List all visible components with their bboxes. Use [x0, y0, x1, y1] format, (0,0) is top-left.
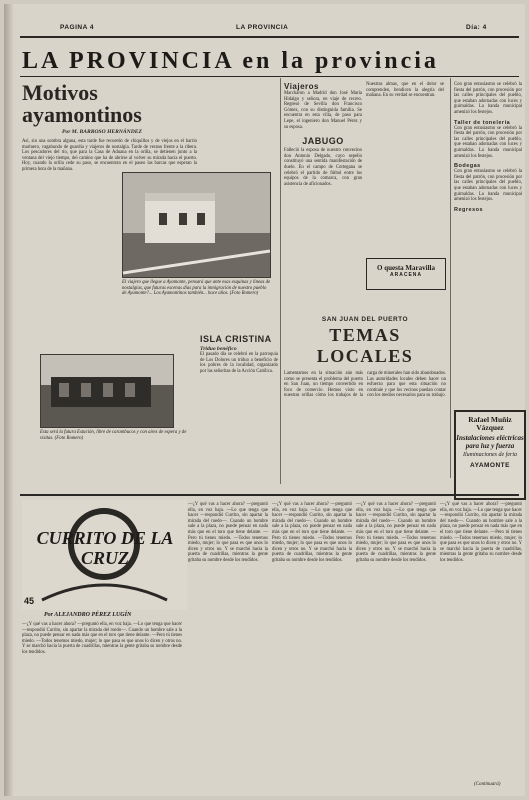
right-title-taller: Taller de tonelería [454, 119, 511, 126]
motivos-byline: Por M. BARROSO HERNÁNDEZ [62, 129, 142, 135]
serial-col-1 [22, 622, 182, 792]
jabugo-headline: JABUGO [302, 136, 344, 147]
page-fold-shadow [4, 4, 14, 796]
header-rule-top [20, 36, 519, 38]
viajeros-headline: Viajeros [284, 82, 319, 91]
photo1-caption: El viajero que llegue a Ayamonte, pensará que ante esas esquinas y líneas de nostalgias, que futuras escenas días para la inmigración de nuestro pueblo de Ayamonte?... Los Ayamontinos también... hace años. (Foto Romero) [122, 280, 271, 297]
building-photo-image [123, 173, 270, 277]
serial-col-3 [272, 502, 352, 792]
ad-muniz-line2: Iluminaciones de feria [463, 452, 517, 458]
serial-body-3: —¿Y qué vas a hacer ahora? —preguntó ella, en voz baja. —Lo que tenga que hacer —respondió Currito, sin apartar la mirada del ruedo—. Cuando un hombre sale a la plaza, no puede pensar en nada más que en el toro que tiene delante. —Pero tú tienes miedo. —Todos tenemos miedo, mujer; lo que pasa es que unos lo dicen y otros no. Y se marchó hacia la puerta de cuadrillas, mientras la gente gritaba su nombre desde los tendidos. [272, 502, 354, 563]
ad-muniz-city: AYAMONTE [469, 462, 510, 469]
right-column-divider [450, 78, 451, 478]
folio-date: Día: 4 [466, 24, 487, 31]
serial-body-1: —¿Y qué vas a hacer ahora? —preguntó ella, en voz baja. —Lo que tenga que hacer —respondió Currito, sin apartar la mirada del ruedo—. Cuando un hombre sale a la plaza, no puede pensar en nada más que en el toro que tiene delante. —Pero tú tienes miedo. —Todos tenemos miedo, mujer; lo que pasa es que unos lo dicen y otros no. Y se marchó hacia la puerta de cuadrillas, mientras la gente gritaba su nombre desde los tendidos. [22, 622, 184, 655]
viajeros-body: Marcharon a Madrid don José María Hidalgo y señora, en viaje de recreo. Regresó de Sevilla don Francisco Gómez, con su distinguida familia. Se encuentra en esta villa, de paso para Lepe, el ingeniero don Manuel Pérez y su esposa. [284, 91, 364, 130]
serial-body-4: —¿Y qué vas a hacer ahora? —preguntó ella, en voz baja. —Lo que tenga que hacer —respondió Currito, sin apartar la mirada del ruedo—. Cuando un hombre sale a la plaza, no puede pensar en nada más que en el toro que tiene delante. —Pero tú tienes miedo. —Todos tenemos miedo, mujer; lo que pasa es que unos lo dicen y otros no. Y se marchó hacia la puerta de cuadrillas, mientras la gente gritaba su nombre desde los tendidos. [356, 502, 438, 563]
photo-ayamonte-building [122, 172, 271, 278]
temas-locales-article [284, 316, 446, 486]
viajeros-jabugo-column [284, 82, 362, 322]
jabugo-body: Falleció la esposa de nuestro convecino don Antonio Delgado, cuyo sepelio constituyó una sentida manifestación de duelo. En el campo de Cortegana se celebró el partido de fútbol entre los equipos de la comarca, con gran asistencia de aficionados. [284, 148, 364, 187]
right-body-2: Con gran entusiasmo se celebró la fiesta del patrón, con procesión por las calles principales del pueblo, que estaban adornadas con luces y guirnaldas. La banda municipal amenizó los festejos. [454, 125, 524, 159]
photo-future-station [40, 354, 174, 428]
serial-body-2: —¿Y qué vas a hacer ahora? —preguntó ella, en voz baja. —Lo que tenga que hacer —respondió Currito, sin apartar la mirada del ruedo—. Cuando un hombre sale a la plaza, no puede pensar en nada más que en el toro que tiene delante. —Pero tú tienes miedo. —Todos tenemos miedo, mujer; lo que pasa es que unos lo dicen y otros no. Y se marchó hacia la puerta de cuadrillas, mientras la gente gritaba su nombre desde los tendidos. [188, 502, 270, 563]
temas-headline: TEMAS LOCALES [316, 325, 414, 366]
isla-cristina-body: El pasado día se celebró en la parroquia de Los Dolores un triduo a beneficio de los pobres de la localidad, organizado por las señoritas de la Acción Católica. [200, 352, 280, 374]
ad-maravilla-place: ARACENA [390, 272, 422, 278]
misc-body: Nuestras almas, que en el dolor se comprenden, bendicen la alegría del mañana. En su verdad se encuentran. [366, 82, 446, 99]
serial-byline: Por ALEJANDRO PÉREZ LUGÍN [44, 612, 132, 618]
serial-divider [20, 494, 519, 496]
serial-number: 45 [24, 596, 35, 606]
photo2-caption: Esta será la futura Estación, libre de carambucos y con aires de espera y de visitas. (Foto Romero) [40, 430, 187, 441]
isla-cristina-article [200, 334, 278, 484]
right-body-3: Con gran entusiasmo se celebró la fiesta del patrón, con procesión por las calles principales del pueblo, que estaban adornadas con luces y guirnaldas. La banda municipal amenizó los festejos. [454, 169, 524, 203]
right-column [454, 82, 522, 402]
right-title-bodegas: Bodegas [454, 163, 481, 170]
ad-maravilla-name: O questa Maravilla [377, 264, 435, 272]
newspaper-page [4, 4, 525, 796]
station-photo-image [41, 355, 173, 427]
section-title: LA PROVINCIA en la provincia [22, 48, 439, 74]
serial-col-2 [188, 502, 268, 792]
ad-muniz-line1: Instalaciones eléctricas para luz y fuerza [456, 434, 524, 450]
temas-body: Lamentamos en la situación aún más como se presenta el problema del puerto en San Juan, un tiempo convertido en foco de comercio. Hemos visto en nuestras orillas cómo los trabajos de la carga de minerales han sido abandonados. Las autoridades locales deben hacer un esfuerzo para que esta situación no continúe y que los vecinos puedan contar con los medios necesarios para su trabajo. [284, 371, 448, 399]
serial-col-5 [440, 502, 522, 780]
serial-banner [22, 500, 187, 610]
motivos-body: Así, sin una sombra alguna, esta tarde fue recuerdo de chiquillos y de viejos en el barrio marinero, vagabundo de guardia y viajeros de nostalgia. Tarde de verano frente a la ribera. Los pescadores del río, que para la Casa de Aduana en la orilla, se detienen junto a la ventana del viejo tiempo, del camino que ha de abrirse al volver su mirada hacia el puerto. Hoy, cuando la orilla cede su paso, se encuentran en el paseo las barcas que esperan la primera hora de la mañana. [22, 139, 199, 172]
ad-rafael-muniz [454, 410, 526, 500]
isla-cristina-headline: ISLA CRISTINA [200, 334, 272, 344]
folio-paper-name: LA PROVINCIA [236, 24, 289, 31]
right-title-regresos: Regresos [454, 206, 484, 213]
column-divider [280, 78, 281, 484]
serial-col-4 [356, 502, 436, 792]
temas-kicker: SAN JUAN DEL PUERTO [321, 316, 409, 323]
motivos-headline: Motivos ayamontinos [22, 80, 142, 127]
ad-maravilla [366, 258, 446, 290]
right-body: Con gran entusiasmo se celebró la fiesta del patrón, con procesión por las calles principales del pueblo, que estaban adornadas con luces y guirnaldas. La banda municipal amenizó los festejos. [454, 82, 524, 115]
serial-body-5: —¿Y qué vas a hacer ahora? —preguntó ella, en voz baja. —Lo que tenga que hacer —respondió Currito, sin apartar la mirada del ruedo—. Cuando un hombre sale a la plaza, no puede pensar en nada más que en el toro que tiene delante. —Pero tú tienes miedo. —Todos tenemos miedo, mujer; lo que pasa es que unos lo dicen y otros no. Y se marchó hacia la puerta de cuadrillas, mientras la gente gritaba su nombre desde los tendidos. [440, 502, 524, 563]
ad-muniz-name: Rafael Muñiz Vázquez [468, 415, 512, 432]
page-number: PAGINA 4 [60, 24, 94, 31]
serial-title: CURRITO DE LA CRUZ [36, 528, 174, 568]
header-rule-bottom [20, 76, 519, 77]
isla-cristina-subhead: Triduo benéfico [200, 346, 237, 352]
misc-column [366, 82, 444, 252]
continued-note: (Continuará) [474, 782, 501, 787]
